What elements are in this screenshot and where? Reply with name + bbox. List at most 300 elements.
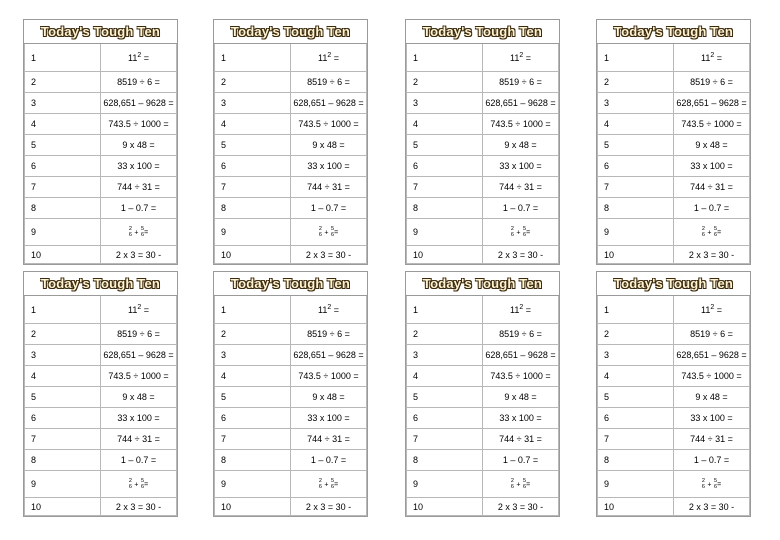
question-number: 8 xyxy=(407,198,483,219)
question-text: 8519 ÷ 6 = xyxy=(291,72,367,93)
question-text: 744 ÷ 31 = xyxy=(674,177,750,198)
question-row xyxy=(25,93,177,114)
question-number: 7 xyxy=(598,177,674,198)
question-tail: = xyxy=(331,53,339,63)
card-title: Today's Tough Ten xyxy=(613,23,734,39)
operator: + xyxy=(134,481,139,489)
equals-sign: = xyxy=(144,229,149,237)
fraction xyxy=(319,478,322,490)
question-row xyxy=(215,324,367,345)
question-number: 10 xyxy=(25,246,101,264)
question-tail: = xyxy=(141,53,149,63)
question-row xyxy=(25,156,177,177)
question-number: 3 xyxy=(25,345,101,366)
fraction-denominator: 6 xyxy=(714,484,718,490)
question-number: 3 xyxy=(25,93,101,114)
question-number: 10 xyxy=(25,498,101,516)
question-number: 8 xyxy=(215,198,291,219)
question-number: 10 xyxy=(407,246,483,264)
question-number: 5 xyxy=(407,387,483,408)
fraction-denominator: 6 xyxy=(510,232,514,238)
question-row xyxy=(407,219,559,246)
question-row xyxy=(598,114,750,135)
question-row xyxy=(25,198,177,219)
question-text: 628,651 – 9628 = xyxy=(101,345,177,366)
fraction-numerator: 2 xyxy=(318,478,322,484)
question-tail: = xyxy=(523,305,531,315)
fraction-numerator: 5 xyxy=(714,226,718,232)
question-tail: = xyxy=(141,305,149,315)
question-number: 7 xyxy=(598,429,674,450)
card-header xyxy=(215,272,367,296)
question-row xyxy=(407,345,559,366)
fraction-denominator: 6 xyxy=(523,232,527,238)
tough-ten-card xyxy=(23,19,178,265)
question-base: 11 xyxy=(509,305,520,315)
question-text: 744 ÷ 31 = xyxy=(291,429,367,450)
question-row xyxy=(215,177,367,198)
equals-sign: = xyxy=(526,481,531,489)
question-text: 8519 ÷ 6 = xyxy=(483,72,559,93)
question-number: 4 xyxy=(215,114,291,135)
question-number: 9 xyxy=(25,219,101,246)
question-row xyxy=(407,366,559,387)
fraction-denominator: 6 xyxy=(523,484,527,490)
question-text: 9 x 48 = xyxy=(101,135,177,156)
question-row xyxy=(25,387,177,408)
question-number: 10 xyxy=(215,498,291,516)
question-text: 628,651 – 9628 = xyxy=(101,93,177,114)
fraction-denominator: 6 xyxy=(141,484,145,490)
question-text xyxy=(674,471,750,498)
question-text: 9 x 48 = xyxy=(291,135,367,156)
question-row xyxy=(215,387,367,408)
question-row xyxy=(25,135,177,156)
question-tail: = xyxy=(331,305,339,315)
question-number: 5 xyxy=(215,135,291,156)
question-row xyxy=(407,44,559,72)
question-row xyxy=(598,198,750,219)
question-number: 8 xyxy=(25,198,101,219)
question-row xyxy=(215,296,367,324)
question-row xyxy=(407,471,559,498)
question-text: 743.5 ÷ 1000 = xyxy=(483,114,559,135)
fraction-numerator: 5 xyxy=(523,478,527,484)
question-number: 5 xyxy=(598,387,674,408)
question-text: 1 – 0.7 = xyxy=(483,198,559,219)
question-row xyxy=(598,498,750,516)
equals-sign: = xyxy=(526,229,531,237)
question-text: 743.5 ÷ 1000 = xyxy=(291,366,367,387)
question-row xyxy=(407,324,559,345)
question-number: 6 xyxy=(407,408,483,429)
question-row xyxy=(25,44,177,72)
question-text: 9 x 48 = xyxy=(483,135,559,156)
operator: + xyxy=(324,229,329,237)
operator: + xyxy=(324,481,329,489)
question-number: 1 xyxy=(598,296,674,324)
question-row xyxy=(215,345,367,366)
tough-ten-card xyxy=(405,271,560,517)
card-header xyxy=(598,20,750,44)
question-row xyxy=(25,114,177,135)
fraction-numerator: 5 xyxy=(331,478,335,484)
question-number: 8 xyxy=(25,450,101,471)
question-number: 10 xyxy=(598,246,674,264)
question-row xyxy=(407,246,559,264)
question-number: 2 xyxy=(215,324,291,345)
question-number: 3 xyxy=(215,93,291,114)
question-text: 2 x 3 = 30 - xyxy=(291,498,367,516)
question-text: 8519 ÷ 6 = xyxy=(101,72,177,93)
question-text: 33 x 100 = xyxy=(483,156,559,177)
question-text: 628,651 – 9628 = xyxy=(291,345,367,366)
question-text xyxy=(291,471,367,498)
question-number: 10 xyxy=(598,498,674,516)
question-text: 1 – 0.7 = xyxy=(674,198,750,219)
question-exponent: 2 xyxy=(137,52,142,59)
question-row xyxy=(407,429,559,450)
tough-ten-card xyxy=(213,19,368,265)
question-exponent: 2 xyxy=(519,52,524,59)
question-text: 1 – 0.7 = xyxy=(101,198,177,219)
question-text: 744 ÷ 31 = xyxy=(674,429,750,450)
fraction xyxy=(319,226,322,238)
fraction-denominator: 6 xyxy=(714,232,718,238)
question-exponent: 2 xyxy=(519,304,524,311)
question-number: 4 xyxy=(25,366,101,387)
card-title: Today's Tough Ten xyxy=(422,275,543,291)
question-text: 744 ÷ 31 = xyxy=(483,177,559,198)
tough-ten-card xyxy=(405,19,560,265)
question-text xyxy=(674,296,750,324)
question-text: 33 x 100 = xyxy=(101,408,177,429)
equals-sign: = xyxy=(717,229,722,237)
question-text: 743.5 ÷ 1000 = xyxy=(674,366,750,387)
question-text xyxy=(291,296,367,324)
question-row xyxy=(215,44,367,72)
operator: + xyxy=(516,229,521,237)
question-text: 8519 ÷ 6 = xyxy=(483,324,559,345)
fraction-numerator: 2 xyxy=(510,478,514,484)
fraction-numerator: 5 xyxy=(523,226,527,232)
question-number: 3 xyxy=(598,93,674,114)
card-header xyxy=(25,272,177,296)
question-number: 2 xyxy=(25,72,101,93)
fraction-denominator: 6 xyxy=(510,484,514,490)
question-text: 1 – 0.7 = xyxy=(101,450,177,471)
question-number: 4 xyxy=(407,366,483,387)
fraction-denominator: 6 xyxy=(141,232,145,238)
question-row xyxy=(25,498,177,516)
fraction-denominator: 6 xyxy=(128,232,132,238)
card-title: Today's Tough Ten xyxy=(230,23,351,39)
question-number: 2 xyxy=(407,324,483,345)
question-table xyxy=(406,272,559,516)
question-row xyxy=(598,219,750,246)
question-table xyxy=(214,272,367,516)
question-row xyxy=(215,366,367,387)
question-text: 1 – 0.7 = xyxy=(291,450,367,471)
card-header xyxy=(407,272,559,296)
question-row xyxy=(25,429,177,450)
question-row xyxy=(25,219,177,246)
question-text xyxy=(101,219,177,246)
question-number: 8 xyxy=(598,450,674,471)
equals-sign: = xyxy=(717,481,722,489)
question-tail: = xyxy=(714,53,722,63)
fraction xyxy=(511,478,514,490)
question-row xyxy=(25,408,177,429)
question-row xyxy=(25,246,177,264)
question-row xyxy=(215,498,367,516)
question-base: 11 xyxy=(509,53,520,63)
question-row xyxy=(598,93,750,114)
question-number: 6 xyxy=(215,156,291,177)
fraction-denominator: 6 xyxy=(331,484,335,490)
question-row xyxy=(407,156,559,177)
question-table xyxy=(214,20,367,264)
fraction-denominator: 6 xyxy=(701,232,705,238)
question-number: 7 xyxy=(215,177,291,198)
question-text: 8519 ÷ 6 = xyxy=(101,324,177,345)
question-base: 11 xyxy=(127,305,138,315)
fraction-numerator: 2 xyxy=(318,226,322,232)
question-row xyxy=(407,296,559,324)
question-row xyxy=(25,72,177,93)
question-number: 7 xyxy=(25,429,101,450)
question-row xyxy=(598,296,750,324)
operator: + xyxy=(134,229,139,237)
question-row xyxy=(598,345,750,366)
question-number: 1 xyxy=(25,296,101,324)
question-number: 1 xyxy=(25,44,101,72)
question-number: 1 xyxy=(215,296,291,324)
fraction-numerator: 2 xyxy=(128,226,132,232)
question-text xyxy=(483,44,559,72)
question-exponent: 2 xyxy=(327,304,332,311)
question-text xyxy=(291,44,367,72)
question-row xyxy=(215,93,367,114)
question-row xyxy=(598,429,750,450)
question-base: 11 xyxy=(700,53,711,63)
question-number: 1 xyxy=(598,44,674,72)
question-base: 11 xyxy=(317,53,328,63)
operator: + xyxy=(516,481,521,489)
question-row xyxy=(598,450,750,471)
question-row xyxy=(215,135,367,156)
question-number: 6 xyxy=(25,156,101,177)
card-header xyxy=(598,272,750,296)
question-row xyxy=(598,44,750,72)
question-number: 9 xyxy=(407,471,483,498)
fraction-numerator: 2 xyxy=(701,478,705,484)
question-table xyxy=(24,272,177,516)
question-text xyxy=(483,471,559,498)
question-row xyxy=(215,471,367,498)
question-row xyxy=(598,366,750,387)
question-number: 7 xyxy=(407,429,483,450)
question-row xyxy=(215,114,367,135)
question-row xyxy=(407,498,559,516)
question-row xyxy=(407,408,559,429)
equals-sign: = xyxy=(334,229,339,237)
operator: + xyxy=(707,481,712,489)
question-text xyxy=(674,44,750,72)
tough-ten-card xyxy=(596,19,751,265)
question-base: 11 xyxy=(127,53,138,63)
question-text: 744 ÷ 31 = xyxy=(483,429,559,450)
tough-ten-card xyxy=(596,271,751,517)
question-row xyxy=(407,387,559,408)
question-text: 628,651 – 9628 = xyxy=(483,93,559,114)
question-text: 1 – 0.7 = xyxy=(291,198,367,219)
fraction xyxy=(511,226,514,238)
question-text: 1 – 0.7 = xyxy=(483,450,559,471)
question-text: 8519 ÷ 6 = xyxy=(674,324,750,345)
fraction xyxy=(702,226,705,238)
question-row xyxy=(598,72,750,93)
fraction-denominator: 6 xyxy=(128,484,132,490)
question-row xyxy=(215,408,367,429)
question-table xyxy=(597,272,750,516)
question-row xyxy=(598,471,750,498)
question-text: 2 x 3 = 30 - xyxy=(483,246,559,264)
question-row xyxy=(215,450,367,471)
question-row xyxy=(598,387,750,408)
question-row xyxy=(598,156,750,177)
question-tail: = xyxy=(714,305,722,315)
question-row xyxy=(407,114,559,135)
question-number: 6 xyxy=(25,408,101,429)
question-text xyxy=(101,44,177,72)
question-number: 8 xyxy=(598,198,674,219)
question-number: 8 xyxy=(407,450,483,471)
question-text: 628,651 – 9628 = xyxy=(291,93,367,114)
question-row xyxy=(598,246,750,264)
question-text xyxy=(483,296,559,324)
equals-sign: = xyxy=(334,481,339,489)
question-text: 33 x 100 = xyxy=(483,408,559,429)
operator: + xyxy=(707,229,712,237)
question-text: 9 x 48 = xyxy=(101,387,177,408)
tough-ten-card xyxy=(23,271,178,517)
question-text: 9 x 48 = xyxy=(483,387,559,408)
question-base: 11 xyxy=(317,305,328,315)
fraction-numerator: 2 xyxy=(701,226,705,232)
question-row xyxy=(598,135,750,156)
question-text xyxy=(291,219,367,246)
question-row xyxy=(25,450,177,471)
question-row xyxy=(215,429,367,450)
card-title: Today's Tough Ten xyxy=(40,275,161,291)
question-number: 4 xyxy=(215,366,291,387)
card-header xyxy=(25,20,177,44)
question-number: 3 xyxy=(407,345,483,366)
question-text: 628,651 – 9628 = xyxy=(674,93,750,114)
question-number: 5 xyxy=(598,135,674,156)
question-number: 7 xyxy=(407,177,483,198)
question-number: 2 xyxy=(598,324,674,345)
question-row xyxy=(598,324,750,345)
question-text: 628,651 – 9628 = xyxy=(674,345,750,366)
question-text: 33 x 100 = xyxy=(101,156,177,177)
question-table xyxy=(24,20,177,264)
question-text xyxy=(101,296,177,324)
question-number: 5 xyxy=(25,387,101,408)
question-number: 5 xyxy=(215,387,291,408)
question-row xyxy=(407,72,559,93)
question-text: 33 x 100 = xyxy=(674,408,750,429)
question-number: 10 xyxy=(407,498,483,516)
question-text: 743.5 ÷ 1000 = xyxy=(291,114,367,135)
question-text: 743.5 ÷ 1000 = xyxy=(483,366,559,387)
question-number: 2 xyxy=(598,72,674,93)
question-exponent: 2 xyxy=(137,304,142,311)
fraction-numerator: 5 xyxy=(141,226,145,232)
question-number: 5 xyxy=(407,135,483,156)
question-row xyxy=(25,471,177,498)
question-row xyxy=(407,93,559,114)
question-number: 4 xyxy=(407,114,483,135)
question-text: 628,651 – 9628 = xyxy=(483,345,559,366)
question-text: 33 x 100 = xyxy=(291,408,367,429)
question-row xyxy=(25,324,177,345)
question-number: 4 xyxy=(598,114,674,135)
question-row xyxy=(25,366,177,387)
fraction-denominator: 6 xyxy=(331,232,335,238)
question-number: 9 xyxy=(407,219,483,246)
question-row xyxy=(215,198,367,219)
card-title: Today's Tough Ten xyxy=(422,23,543,39)
card-title: Today's Tough Ten xyxy=(230,275,351,291)
fraction-numerator: 5 xyxy=(714,478,718,484)
question-number: 6 xyxy=(215,408,291,429)
question-number: 6 xyxy=(598,408,674,429)
question-table xyxy=(597,20,750,264)
card-title: Today's Tough Ten xyxy=(40,23,161,39)
question-text: 743.5 ÷ 1000 = xyxy=(674,114,750,135)
fraction xyxy=(129,478,132,490)
question-exponent: 2 xyxy=(327,52,332,59)
fraction xyxy=(129,226,132,238)
question-row xyxy=(215,246,367,264)
question-number: 9 xyxy=(215,471,291,498)
question-number: 3 xyxy=(215,345,291,366)
question-number: 7 xyxy=(215,429,291,450)
question-text: 744 ÷ 31 = xyxy=(291,177,367,198)
question-exponent: 2 xyxy=(710,52,715,59)
fraction-denominator: 6 xyxy=(701,484,705,490)
question-number: 9 xyxy=(25,471,101,498)
question-number: 2 xyxy=(215,72,291,93)
question-number: 1 xyxy=(215,44,291,72)
question-number: 3 xyxy=(598,345,674,366)
question-number: 4 xyxy=(25,114,101,135)
question-text xyxy=(674,219,750,246)
question-text: 9 x 48 = xyxy=(674,135,750,156)
question-text: 744 ÷ 31 = xyxy=(101,429,177,450)
question-number: 2 xyxy=(25,324,101,345)
question-number: 10 xyxy=(215,246,291,264)
question-number: 3 xyxy=(407,93,483,114)
fraction-numerator: 5 xyxy=(141,478,145,484)
question-text: 2 x 3 = 30 - xyxy=(101,246,177,264)
question-number: 1 xyxy=(407,44,483,72)
fraction xyxy=(702,478,705,490)
question-text: 743.5 ÷ 1000 = xyxy=(101,366,177,387)
question-number: 7 xyxy=(25,177,101,198)
